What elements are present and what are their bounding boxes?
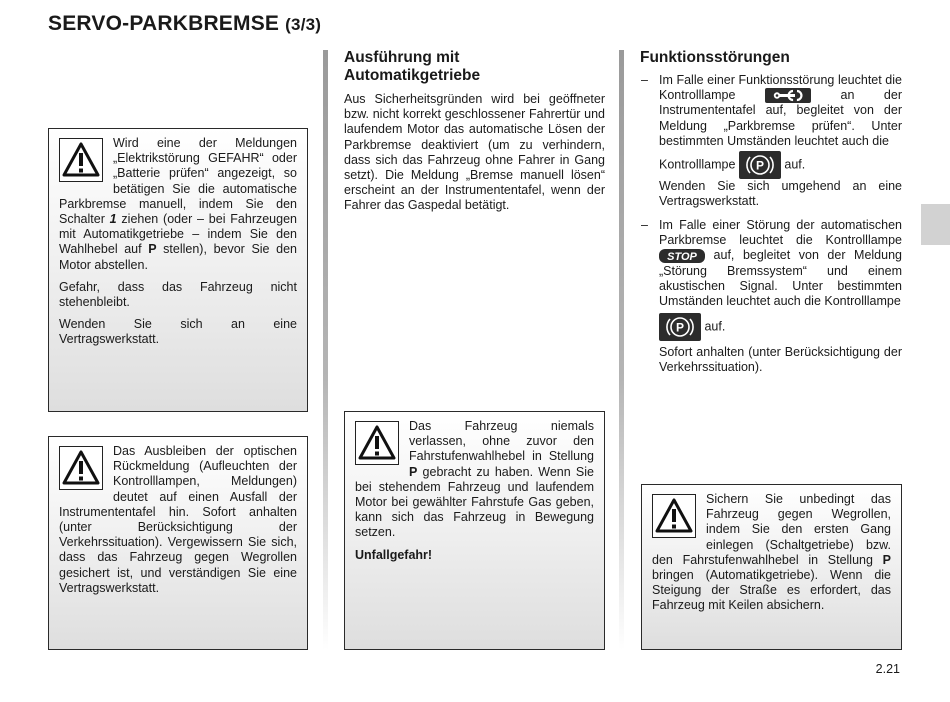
section-heading-automatic: Ausführung mit Automatikgetriebe	[344, 49, 481, 84]
warning-triangle-icon	[59, 138, 103, 182]
list-item-malfunction: – Im Falle einer Störung der automatischen Parkbremse leuchtet die Kontrolllampe STOP auf, begleitet von der Meldung „Störung Bremssystem“ und einem akustischen Signal. Unter bestimmten Umständen leuchtet auch die Kontrolllampe P auf. Sofort anhalten (unter Berücksichtigung der Verkehrssituation).	[641, 218, 902, 375]
page-title-part: (3/3)	[285, 15, 322, 34]
page-title-text: SERVO-PARKBREMSE	[48, 12, 280, 35]
page-number: 2.21	[875, 662, 900, 676]
wrench-warning-lamp-icon	[765, 88, 811, 103]
warning-box-instrument-failure	[48, 436, 308, 650]
warning-triangle-icon	[59, 446, 103, 490]
parking-brake-lamp-icon	[739, 151, 781, 179]
warning-triangle-icon	[355, 421, 399, 465]
stop-lamp-icon	[659, 249, 705, 263]
warning-paragraph: Wenden Sie sich an eine Vertragswerkstatt.	[59, 317, 297, 347]
warning-box-selector-lever	[344, 411, 605, 650]
svg-text:STOP: STOP	[667, 251, 697, 264]
warning-paragraph: Sichern Sie unbedingt das Fahrzeug gegen Wegrollen, indem Sie den ersten Gang einlegen (Schaltgetriebe) bzw. den Fahrstufenwahlhebel in Stellung P bringen (Automatikgetriebe). Wenn die Steigung der Straße es erfordert, das Fahrzeug mit Keilen absichern.	[652, 492, 891, 613]
warning-triangle-icon	[652, 494, 696, 538]
warning-box-roll-away	[641, 484, 902, 650]
chapter-tab-marker	[921, 204, 950, 245]
warning-paragraph: Das Ausbleiben der optischen Rückmeldung (Aufleuchten der Kontrolllampen, Meldungen) deutet auf einen Ausfall der Instrumententafel hin. Sofort anhalten (unter Berücksichtigung der Verkehrssituation). Vergewissern Sie sich, dass das Fahrzeug gegen Wegrollen gesichert ist, und verständigen Sie eine Vertragswerkstatt.	[59, 444, 297, 595]
column-divider-left	[323, 50, 328, 650]
automatic-body-text: Aus Sicherheitsgründen wird bei geöffneter bzw. nicht korrekt geschlossener Fahrertür und laufendem Motor das automatische Lösen der Parkbremse deaktiviert (um zu verhindern, dass sich das Fahrzeug ohne Fahrer in Gang setzt). Die Meldung „Bremse manuell lösen“ erscheint an der Instrumententafel, wenn der Fahrer das Gaspedal betätigt.	[344, 92, 605, 213]
warning-paragraph: Das Fahrzeug niemals verlassen, ohne zuvor den Fahrstufenwahlhebel in Stellung P gebracht zu haben. Wenn Sie bei stehendem Fahrzeug und laufendem Motor bei gewählter Fahrstufe Gas geben, kann sich das Fahrzeug in Bewegung setzen.	[355, 419, 594, 540]
warning-box-electrical	[48, 128, 308, 412]
svg-text:P: P	[755, 158, 764, 173]
warning-paragraph: Wird eine der Meldungen „Elektrikstörung GEFAHR“ oder „Batterie prüfen“ angezeigt, so betätigen Sie die automatische Parkbremse manuell, indem Sie den Schalter 1 ziehen (oder – bei Fahrzeugen mit Automatikgetriebe – indem Sie den Wahlhebel auf P stellen), bevor Sie den Motor abstellen.	[59, 136, 297, 272]
column-divider-right	[619, 50, 624, 650]
accident-danger-text: Unfallgefahr!	[355, 547, 433, 562]
parking-brake-lamp-icon	[659, 313, 701, 341]
section-heading-malfunctions: Funktionsstörungen	[640, 49, 790, 66]
list-item-malfunction: – Im Falle einer Funktionsstörung leuchtet die Kontrolllampe an der Instrumententafel auf, begleitet von der Meldung „Parkbremse prüfen“. Unter bestimmten Umständen leuchtet auch die Kontrolllampe P auf. Wenden Sie sich umgehend an eine Vertragswerkstatt.	[641, 73, 902, 209]
warning-paragraph: Gefahr, dass das Fahrzeug nicht stehenbleibt.	[59, 279, 297, 310]
page-title	[48, 12, 321, 36]
svg-text:P: P	[675, 320, 685, 335]
